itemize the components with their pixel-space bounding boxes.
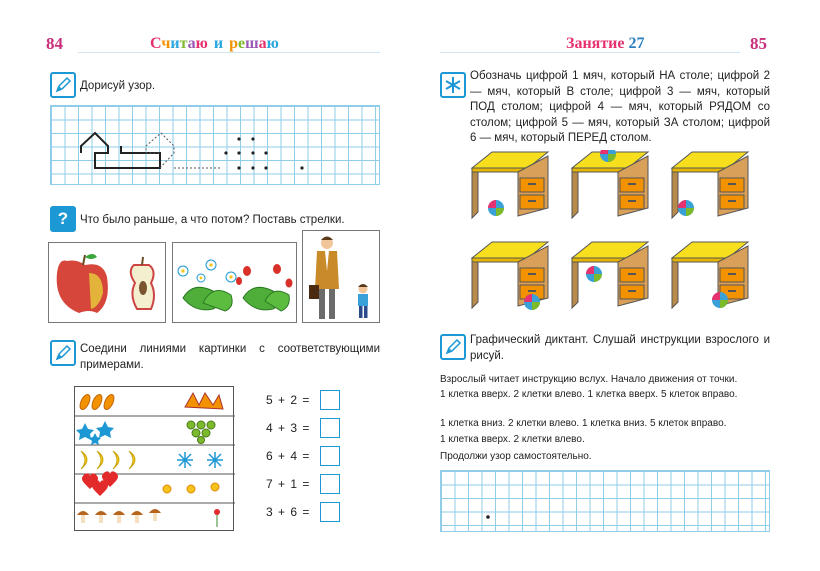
- asterisk-icon: [440, 72, 466, 98]
- equation-text: 4 + 3 =: [266, 421, 311, 435]
- equation-text: 5 + 2 =: [266, 393, 311, 407]
- equation-text: 6 + 4 =: [266, 449, 311, 463]
- dictation-line-5: Продолжи узор самостоятельно.: [440, 451, 592, 462]
- answer-box[interactable]: [320, 474, 340, 494]
- pencil-icon: [440, 334, 466, 360]
- task-balls-instruction: Обозначь цифрой 1 мяч, который НА столе; цифрой 2 — мяч, который В столе; цифрой 3 — мяч, который ПОД столом; цифрой 4 — мяч, который РЯДОМ со столом; цифрой 5 — мяч, который ЗА столом; цифрой 6 — мяч, который ПЕРЕД столом.: [470, 70, 770, 144]
- left-page-title: Считаю и решаю: [150, 35, 279, 52]
- question-icon: ?: [50, 206, 76, 232]
- desk-with-ball[interactable]: [570, 150, 650, 227]
- strawberry-picture-card[interactable]: [172, 242, 297, 323]
- pencil-icon: [50, 72, 76, 98]
- left-page-number: 84: [46, 34, 63, 53]
- desk-with-ball[interactable]: [670, 240, 750, 317]
- equation-row: [266, 446, 340, 466]
- dictation-line-2: 1 клетка вверх. 2 клетки влево. 1 клетка вверх. 5 клеток вправо.: [440, 389, 738, 400]
- answer-box[interactable]: [320, 418, 340, 438]
- equation-text: 3 + 6 =: [266, 505, 311, 519]
- task-sequence-instruction: Что было раньше, а что потом? Поставь стрелки.: [80, 214, 345, 226]
- dictation-line-4: 1 клетка вверх. 2 клетки влево.: [440, 434, 585, 445]
- man-and-boy-picture-card[interactable]: [302, 230, 380, 323]
- dictation-line-1: Взрослый читает инструкцию вслух. Начало движения от точки.: [440, 374, 738, 385]
- pattern-grid[interactable]: [50, 105, 380, 185]
- desk-with-ball[interactable]: [470, 240, 550, 317]
- equation-text: 7 + 1 =: [266, 477, 311, 491]
- start-dot: [486, 515, 490, 519]
- equation-row: [266, 502, 340, 522]
- answer-box[interactable]: [320, 446, 340, 466]
- pencil-icon: [50, 340, 76, 366]
- equation-row: [266, 390, 340, 410]
- desk-with-ball[interactable]: [670, 150, 750, 227]
- desk-with-ball[interactable]: [570, 240, 650, 317]
- task-pattern-instruction: Дорисуй узор.: [80, 80, 156, 92]
- answer-box[interactable]: [320, 502, 340, 522]
- dictation-line-3: 1 клетка вниз. 2 клетки влево. 1 клетка вниз. 5 клеток вправо.: [440, 418, 727, 429]
- right-page-number: 85: [750, 34, 767, 53]
- desk-with-ball[interactable]: [470, 150, 550, 227]
- task-dictation-instruction: Графический диктант. Слушай инструкции взрослого и рисуй.: [470, 334, 770, 362]
- task-match-instruction: Соедини линиями картинки с соответствующими примерами.: [80, 343, 380, 371]
- counting-pictures-table: [74, 386, 234, 531]
- right-page-title: Занятие 27: [566, 35, 645, 52]
- equation-row: [266, 418, 340, 438]
- equation-row: [266, 474, 340, 494]
- apple-picture-card[interactable]: [48, 242, 166, 323]
- dictation-grid[interactable]: [440, 470, 770, 532]
- answer-box[interactable]: [320, 390, 340, 410]
